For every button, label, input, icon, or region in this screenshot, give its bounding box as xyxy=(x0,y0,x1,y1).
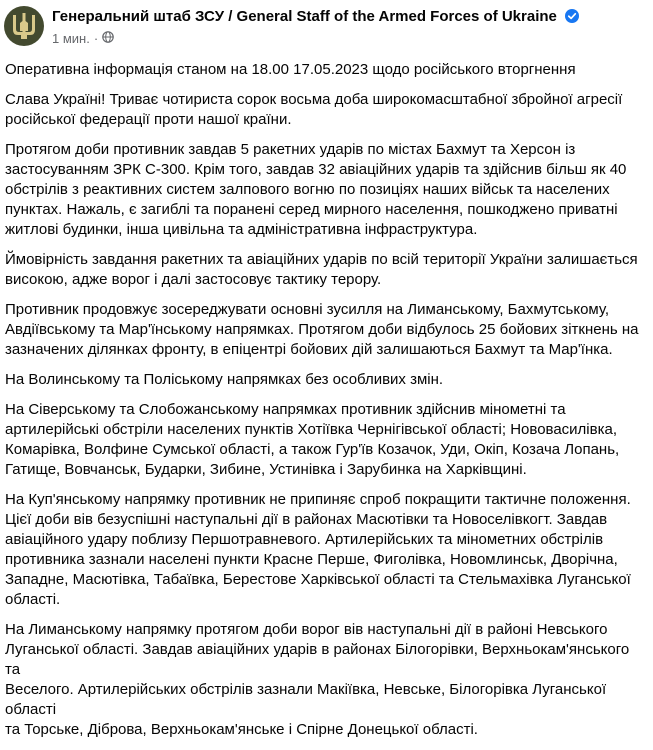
post-body xyxy=(5,60,645,750)
globe-icon[interactable] xyxy=(102,31,114,46)
post-meta xyxy=(52,31,114,46)
post-paragraph: На Сіверському та Слобожанському напрямках противник здійснив мінометні та артилерійські обстріли населених пунктів Хотіївка Чернігівської області; Нововасилівка, Комарівка, Волфине Сумської області, а також Гур'їв Козачок, Уди, Окіп, Козача Лопань, Гатище, Вовчанськ, Бударки, Зибине, Устинівка і Зарубинка на Харківщині. xyxy=(5,401,620,478)
post-header xyxy=(0,0,653,56)
verified-badge-icon xyxy=(565,9,579,27)
post-paragraph: На Лиманському напрямку протягом доби ворог вів наступальні дії в районі Невського Луганської області. Завдав авіаційних ударів в районах Білогорівки, Верхньокам'янського та Веселого. Артилерійських обстрілів зазнали Макіївка, Невське, Білогорівка Луганської області та Торське, Діброва, Верхньокам'янське і Спірне Донецької області. xyxy=(5,621,630,738)
post-paragraph: На Куп'янському напрямку противник не припиняє спроб покращити тактичне положення. Цієї доби вів безуспішні наступальні дії в районах Масютівки та Новоселівкогт. Завдав авіаційного удару поблизу Першотравневого. Артилерійських та мінометних обстрілів противника зазнали населені пункти Красне Перше, Фиголівка, Новомлинськ, Дворічна, Западне, Масютівка, Табаївка, Берестове Харківської області та Стельмахівка Луганської області. xyxy=(5,491,631,608)
post-paragraph: Протягом доби противник завдав 5 ракетних ударів по містах Бахмут та Херсон із застосуванням ЗРК С-300. Крім того, завдав 32 авіаційних ударів та здійснив більш як 40 обстрілів з реактивних систем залпового вогню по позиціях наших військ та населених пунктах. Нажаль, є загиблі та поранені серед мирного населення, пошкоджено приватні житлові будинки, інша цивільна та адміністративна інфраструктура. xyxy=(5,141,627,238)
page-name-link[interactable] xyxy=(52,8,579,27)
post-timestamp[interactable]: 1 мин. xyxy=(52,31,90,46)
page-name[interactable]: Генеральний штаб ЗСУ / General Staff of the Armed Forces of Ukraine xyxy=(52,8,557,25)
meta-separator: · xyxy=(93,31,99,46)
post-paragraph: На Волинському та Поліському напрямках без особливих змін. xyxy=(5,371,444,388)
post-paragraph: Ймовірність завдання ракетних та авіаційних ударів по всій території України залишається високою, адже ворог і далі застосовує тактику терору. xyxy=(5,251,638,288)
post-paragraph: Слава Україні! Триває чотириста сорок восьма доба широкомасштабної збройної агресії російської федерації проти нашої країни. xyxy=(5,91,623,128)
avatar[interactable] xyxy=(4,6,44,46)
trident-emblem-icon xyxy=(11,11,37,41)
post-paragraph: Противник продовжує зосереджувати основні зусилля на Лиманському, Бахмутському, Авдіївському та Мар'їнському напрямках. Протягом доби відбулось 25 бойових зіткнень на зазначених ділянках фронту, в епіцентрі бойових дій залишаються Бахмут та Мар'їнка. xyxy=(5,301,639,358)
post-paragraph: Оперативна інформація станом на 18.00 17.05.2023 щодо російського вторгнення xyxy=(5,61,576,78)
